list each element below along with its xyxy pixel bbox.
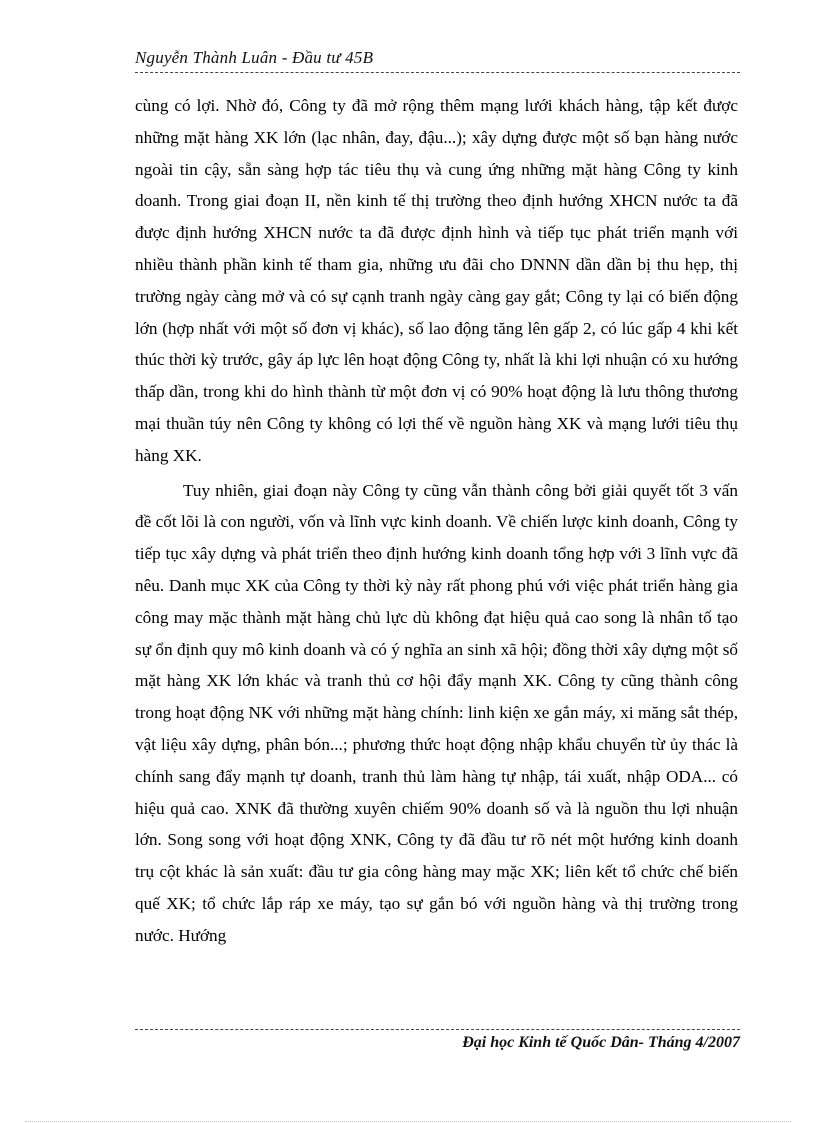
header-divider (135, 72, 740, 73)
paragraph-2: Tuy nhiên, giai đoạn này Công ty cũng vẫn thành công bởi giải quyết tốt 3 vấn đề cốt lõi là con người, vốn và lĩnh vực kinh doanh. Về chiến lược kinh doanh, Công ty tiếp tục xây dựng và phát triển theo định hướng kinh doanh tổng hợp với 3 lĩnh vực đã nêu. Danh mục XK của Công ty thời kỳ này rất phong phú với việc phát triển hàng gia công may mặc thành mặt hàng chủ lực dù không đạt hiệu quả cao song là nhân tố tạo sự ổn định quy mô kinh doanh và có ý nghĩa an sinh xã hội; đồng thời xây dựng một số mặt hàng XK lớn khác và tranh thủ cơ hội đẩy mạnh XK. Công ty cũng thành công trong hoạt động NK với những mặt hàng chính: linh kiện xe gắn máy, xi măng sắt thép, vật liệu xây dựng, phân bón...; phương thức hoạt động nhập khẩu chuyển từ ủy thác là chính sang đẩy mạnh tự doanh, tranh thủ làm hàng tự nhập, tái xuất, nhập ODA... có hiệu quả cao. XNK đã thường xuyên chiếm 90% doanh số và là nguồn thu lợi nhuận lớn. Song song với hoạt động XNK, Công ty đã đầu tư rõ nét một hướng kinh doanh trụ cột khác là sản xuất: đầu tư gia công hàng may mặc XK; liên kết tổ chức chế biến quế XK; tổ chức lắp ráp xe máy, tạo sự gắn bó với nguồn hàng và thị trường trong nước. Hướng (135, 480, 738, 945)
page-bottom-edge (25, 1121, 791, 1122)
page-footer: Đại học Kinh tế Quốc Dân- Tháng 4/2007 (462, 1034, 740, 1051)
body-text (135, 90, 738, 952)
page-header: Nguyễn Thành Luân - Đầu tư 45B (135, 48, 374, 67)
footer-divider (135, 1029, 740, 1030)
paragraph-1: cùng có lợi. Nhờ đó, Công ty đã mở rộng thêm mạng lưới khách hàng, tập kết được những mặt hàng XK lớn (lạc nhân, đay, đậu...); xây dựng được một số bạn hàng nước ngoài tin cậy, sẵn sàng hợp tác tiêu thụ và cung ứng những mặt hàng Công ty kinh doanh. Trong giai đoạn II, nền kinh tế thị trường theo định hướng XHCN nước ta đã được định hướng XHCN nước ta đã được định hình và tiếp tục phát triển mạnh với nhiều thành phần kinh tế tham gia, những ưu đãi cho DNNN dần dần bị thu hẹp, thị trường ngày càng mở và có sự cạnh tranh ngày càng gay gắt; Công ty lại có biến động lớn (hợp nhất với một số đơn vị khác), số lao động tăng lên gấp 2, có lúc gấp 4 khi kết thúc thời kỳ trước, gây áp lực lên hoạt động Công ty, nhất là khi lợi nhuận có xu hướng thấp dần, trong khi do hình thành từ một đơn vị có 90% hoạt động là lưu thông thương mại thuần túy nên Công ty không có lợi thế về nguồn hàng XK và mạng lưới tiêu thụ hàng XK. (135, 96, 738, 465)
